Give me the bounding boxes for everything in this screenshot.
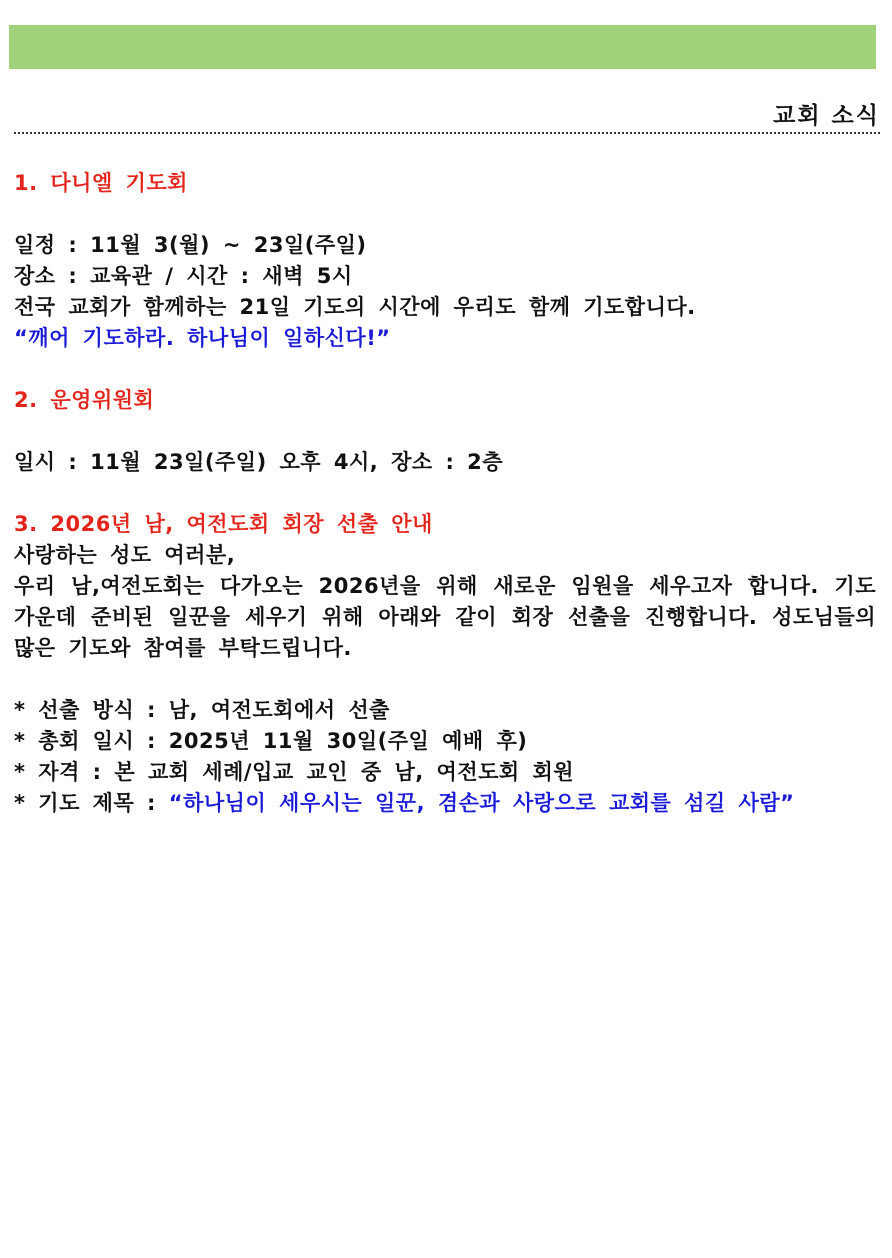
item-2-details: 일시 : 11월 23일(주일) 오후 4시, 장소 : 2층 bbox=[14, 450, 504, 474]
item-3-title: 3. 2026년 남, 여전도회 회장 선출 안내 bbox=[14, 512, 433, 536]
item-1-schedule: 일정 : 11월 3(월) ~ 23일(주일) bbox=[14, 233, 367, 257]
section-title: 교회 소식 bbox=[773, 103, 880, 129]
section-title-row bbox=[14, 96, 880, 134]
header-banner bbox=[9, 25, 876, 69]
item-3-bullet-qualification: * 자격 : 본 교회 세례/입교 교인 중 남, 여전도회 회원 bbox=[14, 760, 575, 784]
item-3-bullet-prayer bbox=[14, 788, 876, 819]
item-1-place-time: 장소 : 교육관 / 시간 : 새벽 5시 bbox=[14, 264, 353, 288]
item-1-description: 전국 교회가 함께하는 21일 기도의 시간에 우리도 함께 기도합니다. bbox=[14, 295, 696, 319]
news-content bbox=[14, 168, 876, 819]
item-2-title: 2. 운영위원회 bbox=[14, 388, 155, 412]
item-3-bullet-date: * 총회 일시 : 2025년 11월 30일(주일 예배 후) bbox=[14, 729, 528, 753]
item-1-title: 1. 다니엘 기도회 bbox=[14, 171, 188, 195]
prayer-label: * 기도 제목 : bbox=[14, 791, 169, 815]
item-3-paragraph: 우리 남,여전도회는 다가오는 2026년을 위해 새로운 임원을 세우고자 합니다. 기도 가운데 준비된 일꾼을 세우기 위해 아래와 같이 회장 선출을 진행합니다. 성도님들의 많은 기도와 참여를 부탁드립니다. bbox=[14, 574, 876, 660]
item-3-greeting: 사랑하는 성도 여러분, bbox=[14, 543, 236, 567]
item-1-quote: “깨어 기도하라. 하나님이 일하신다!” bbox=[14, 326, 391, 350]
prayer-quote: “하나님이 세우시는 일꾼, 겸손과 사랑으로 교회를 섬길 사람” bbox=[168, 791, 795, 815]
item-3-bullet-method: * 선출 방식 : 남, 여전도회에서 선출 bbox=[14, 698, 390, 722]
